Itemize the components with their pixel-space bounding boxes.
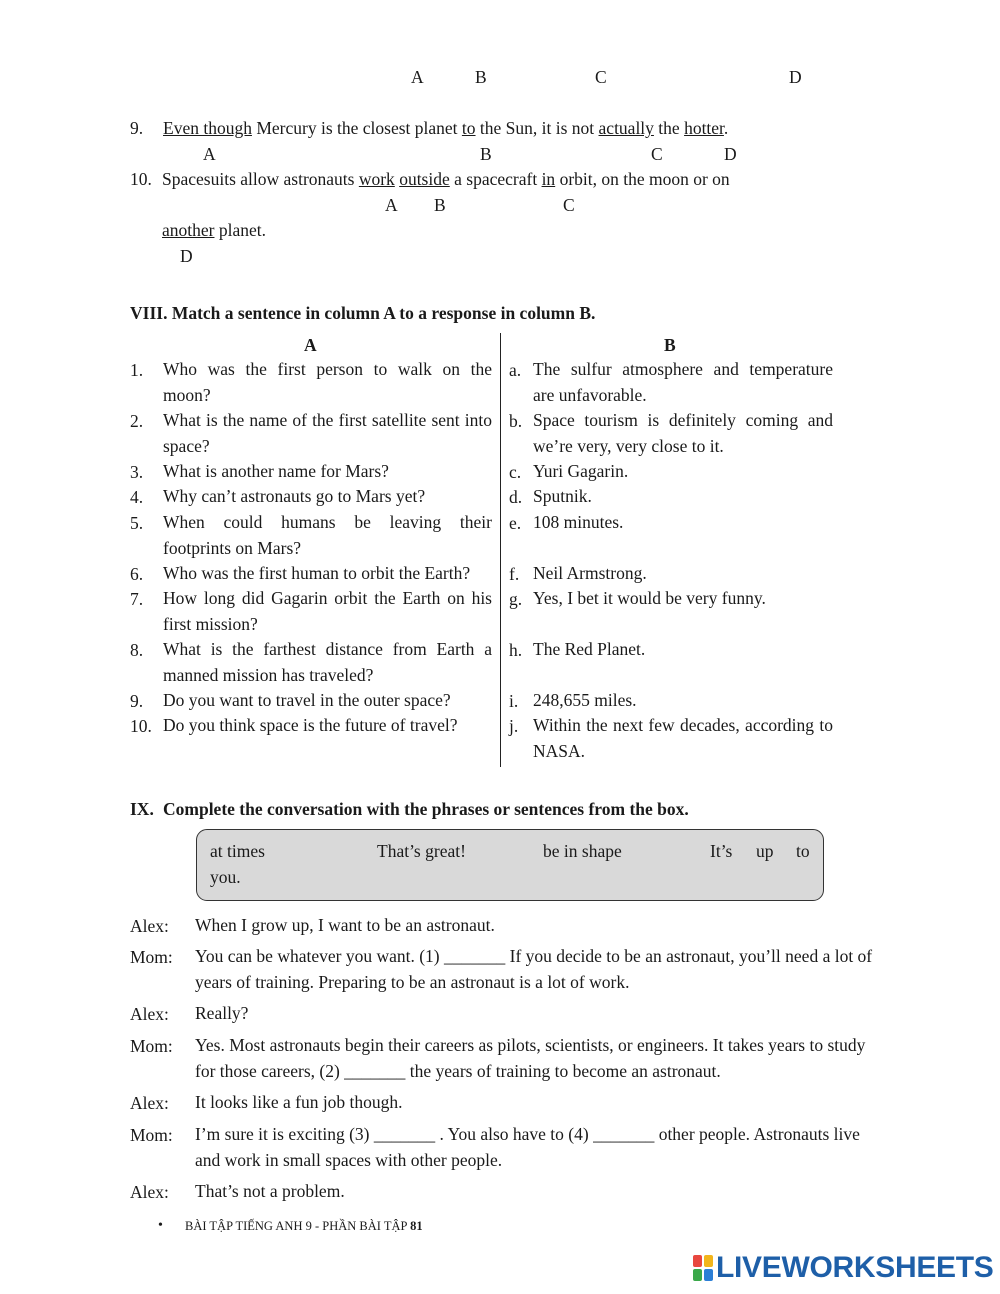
q10-text: a spacecraft	[449, 169, 542, 189]
match-answer-text: 248,655 miles.	[533, 690, 637, 710]
footer-text	[185, 1215, 423, 1237]
footer-book-title: BÀI TẬP TIẾNG ANH 9 - PHẦN BÀI TẬP	[185, 1219, 408, 1233]
liveworksheets-logo[interactable]	[693, 1252, 994, 1284]
q10-text: planet.	[214, 220, 266, 240]
q10-underline-c: in	[541, 169, 556, 189]
column-b-header: B	[664, 335, 676, 355]
match-answer-letter: e.	[509, 513, 522, 533]
phrase-item: at times	[210, 841, 265, 861]
q8-letter-d: D	[789, 67, 802, 87]
match-question-text: Do you want to travel in the outer space?	[163, 690, 451, 710]
q10-sentence-line2	[162, 219, 266, 241]
q10-letter-b: B	[434, 195, 446, 215]
phrase-item: up	[756, 841, 774, 861]
q9-letter-c: C	[651, 144, 663, 164]
match-answer-text: The Red Planet.	[533, 639, 646, 659]
q9-underline-a: Even though	[163, 118, 252, 138]
q9-letter-a: A	[203, 144, 216, 164]
match-question-number: 2.	[130, 411, 144, 431]
phrase-item: to	[796, 841, 810, 861]
match-answer-letter: j.	[509, 716, 519, 736]
footer-bullet: •	[158, 1218, 163, 1233]
match-answer-letter: d.	[509, 487, 523, 507]
phrase-item: It’s	[710, 841, 733, 861]
page-number: 81	[410, 1219, 423, 1233]
dialogue-speaker: Mom:	[130, 1036, 173, 1056]
q9-text: the Sun, it is not	[475, 118, 599, 138]
match-question-text: Why can’t astronauts go to Mars yet?	[163, 486, 426, 506]
match-question-number: 9.	[130, 691, 144, 711]
dialogue-speaker: Alex:	[130, 1182, 169, 1202]
match-question-number: 10.	[130, 716, 152, 736]
match-question-number: 1.	[130, 360, 144, 380]
match-question-text: Who was the first person to walk on the moon?	[163, 359, 492, 405]
q9-letter-d: D	[724, 144, 737, 164]
q9-sentence	[163, 117, 728, 139]
match-answer-letter: f.	[509, 564, 520, 584]
match-answer-letter: c.	[509, 462, 522, 482]
column-a-header: A	[304, 335, 317, 355]
match-answer-text: Yuri Gagarin.	[533, 461, 629, 481]
section-8-heading: VIII. Match a sentence in column A to a response in column B.	[130, 303, 596, 323]
match-answer-text: Yes, I bet it would be very funny.	[533, 588, 766, 608]
match-question-text: Who was the first human to orbit the Earth?	[163, 563, 471, 583]
match-question-number: 6.	[130, 564, 144, 584]
match-answer-letter: h.	[509, 640, 523, 660]
q10-number: 10.	[130, 169, 152, 189]
q9-underline-c: actually	[598, 118, 654, 138]
q9-text: Mercury is the closest planet	[251, 118, 462, 138]
q9-underline-b: to	[461, 118, 476, 138]
q10-text: Spacesuits allow astronauts	[162, 169, 359, 189]
match-answer-text: Within the next few decades, according to NASA.	[533, 715, 833, 761]
dialogue-line: Yes. Most astronauts begin their careers as pilots, scientists, or engineers. It takes years to study for those careers, (2) _______ the years of training to become an astronaut.	[195, 1035, 866, 1081]
q9-underline-d: hotter	[684, 118, 724, 138]
phrase-item: be in shape	[543, 841, 622, 861]
match-question-text: When could humans be leaving their footprints on Mars?	[163, 512, 492, 558]
section-9-number: IX.	[130, 799, 154, 819]
match-question-number: 5.	[130, 513, 144, 533]
dialogue-speaker: Mom:	[130, 1125, 173, 1145]
q9-letter-b: B	[480, 144, 492, 164]
q10-letter-d: D	[180, 246, 193, 266]
section-9-heading: Complete the conversation with the phrases or sentences from the box.	[163, 799, 689, 819]
logo-mark-icon	[693, 1255, 713, 1281]
phrase-item: you.	[210, 867, 241, 887]
dialogue-line: You can be whatever you want. (1) _______ If you decide to be an astronaut, you’ll need a lot of years of training. Preparing to be an astronaut is a lot of work.	[195, 946, 873, 992]
dialogue-speaker: Mom:	[130, 947, 173, 967]
q10-sentence-line1	[162, 168, 730, 190]
dialogue-speaker: Alex:	[130, 1004, 169, 1024]
dialogue-speaker: Alex:	[130, 916, 169, 936]
q9-number: 9.	[130, 118, 144, 138]
q10-underline-a: work	[358, 169, 395, 189]
q8-letter-c: C	[595, 67, 607, 87]
q8-letter-a: A	[411, 67, 424, 87]
q10-letter-a: A	[385, 195, 398, 215]
match-question-number: 3.	[130, 462, 144, 482]
q10-text: orbit, on the moon or on	[555, 169, 730, 189]
column-divider	[500, 333, 501, 767]
q8-letter-b: B	[475, 67, 487, 87]
match-question-text: What is the name of the first satellite sent into space?	[163, 410, 492, 456]
dialogue-line: It looks like a fun job though.	[195, 1092, 403, 1112]
phrase-item: That’s great!	[377, 841, 466, 861]
dialogue-line: I’m sure it is exciting (3) _______ . You also have to (4) _______ other people. Astronauts live and work in small spaces with other people.	[195, 1124, 860, 1170]
match-answer-letter: b.	[509, 411, 523, 431]
match-answer-text: Space tourism is definitely coming and we’re very, very close to it.	[533, 410, 833, 456]
match-question-number: 7.	[130, 589, 144, 609]
q10-underline-d: another	[162, 220, 215, 240]
dialogue-line: When I grow up, I want to be an astronaut.	[195, 915, 495, 935]
match-answer-text: Sputnik.	[533, 486, 592, 506]
q9-text: the	[653, 118, 685, 138]
dialogue-line: That’s not a problem.	[195, 1181, 345, 1201]
dialogue-line: Really?	[195, 1003, 249, 1023]
match-answer-letter: g.	[509, 589, 523, 609]
logo-text: LIVEWORKSHEETS	[716, 1251, 994, 1284]
match-answer-text: 108 minutes.	[533, 512, 624, 532]
match-question-text: How long did Gagarin orbit the Earth on his first mission?	[163, 588, 492, 634]
q9-text: .	[723, 118, 729, 138]
dialogue-speaker: Alex:	[130, 1093, 169, 1113]
match-question-text: Do you think space is the future of travel?	[163, 715, 458, 735]
match-question-number: 8.	[130, 640, 144, 660]
match-answer-letter: i.	[509, 691, 519, 711]
match-question-text: What is another name for Mars?	[163, 461, 389, 481]
match-answer-letter: a.	[509, 360, 522, 380]
match-answer-text: The sulfur atmosphere and temperature are unfavorable.	[533, 359, 833, 405]
match-answer-text: Neil Armstrong.	[533, 563, 647, 583]
match-question-text: What is the farthest distance from Earth a manned mission has traveled?	[163, 639, 492, 685]
q10-letter-c: C	[563, 195, 575, 215]
match-question-number: 4.	[130, 487, 144, 507]
q10-underline-b: outside	[399, 169, 450, 189]
